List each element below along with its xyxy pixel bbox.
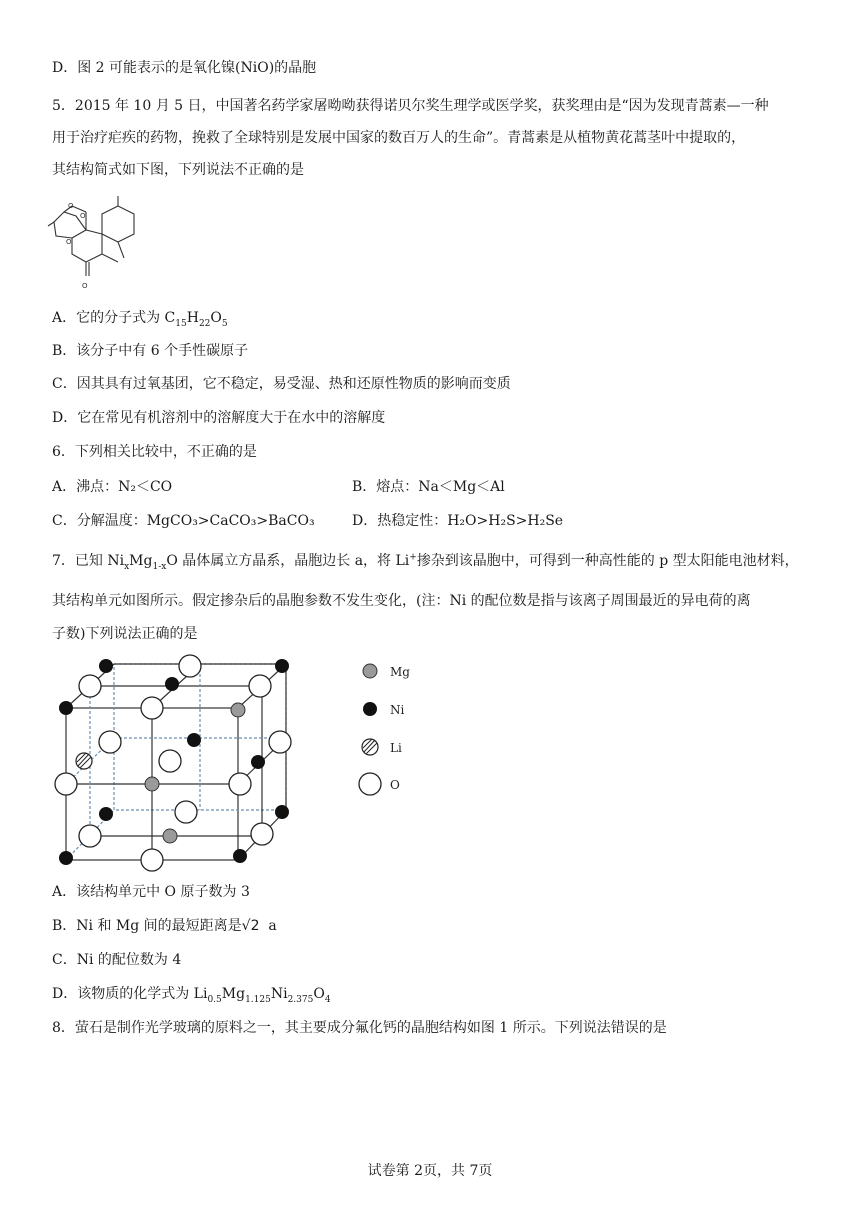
- carbonyl-oxygen-label: O: [82, 282, 88, 290]
- o-legend-icon: [359, 773, 381, 795]
- q6-option-c: C．分解温度：MgCO₃>CaCO₃>BaCO₃: [52, 513, 315, 529]
- q5-option-a: A．它的分子式为 $C_{15}H_{22}O_5$: [52, 310, 228, 329]
- q4-option-d: D．图 2 可能表示的是氧化镍(NiO)的晶胞: [52, 60, 317, 76]
- page-footer: 试卷第 2页，共 7页: [367, 1163, 493, 1179]
- q5-stem-line2: 用于治疗疟疾的药物，挽救了全球特别是发展中国家的数百万人的生命”。青蒿素是从植物黄花蒿茎叶中提取的，: [52, 130, 746, 146]
- q6-option-d: D．热稳定性：H₂O>H₂S>H₂Se: [352, 513, 564, 529]
- mg-legend-icon: [363, 664, 377, 678]
- q7-option-a: A．该结构单元中 O 原子数为 3: [52, 884, 250, 900]
- svg-text:O: O: [68, 202, 74, 210]
- q7-option-d: D．该物质的化学式为 $Li_{0.5}Mg_{1.125}Ni_{2.375}O_4$: [52, 986, 331, 1005]
- legend-ni: Ni: [390, 703, 405, 717]
- q5-stem-line3: 其结构简式如下图，下列说法不正确的是: [52, 162, 304, 178]
- q6-option-b: B．熔点：Na＜Mg＜Al: [352, 479, 505, 495]
- q7-option-c: C．Ni 的配位数为 4: [52, 952, 182, 968]
- q8-stem: 8．萤石是制作光学玻璃的原料之一，其主要成分氟化钙的晶胞结构如图 1 所示。下列说法错误的是: [52, 1020, 667, 1036]
- q7-option-b: B．Ni 和 Mg 间的最短距离是√2 a: [52, 918, 277, 934]
- li-legend-icon: [362, 739, 378, 755]
- q5-option-b: B．该分子中有 6 个手性碳原子: [52, 343, 249, 359]
- q7-stem-line2: 其结构单元如图所示。假定掺杂后的晶胞参数不发生变化，(注：Ni 的配位数是指与该离子周围最近的异电荷的离: [52, 593, 751, 609]
- svg-text:O: O: [66, 238, 72, 246]
- q6-option-a: A．沸点：N₂＜CO: [52, 479, 173, 495]
- crystal-legend: [356, 656, 426, 796]
- q7-stem-line1: 7．已知 $Ni_xMg_{1-x}O$ 晶体属立方晶系，晶胞边长 a，将 Li+掺杂到该晶胞中，可得到一种高性能的 p 型太阳能电池材料，: [52, 552, 799, 572]
- crystal-structure-unit: [50, 648, 300, 876]
- legend-mg: Mg: [390, 665, 410, 679]
- ni-legend-icon: [363, 702, 377, 716]
- artemisinin-structure: [46, 192, 150, 292]
- q5-option-c: C．因其具有过氧基团，它不稳定，易受湿、热和还原性物质的影响而变质: [52, 376, 511, 392]
- q6-stem: 6．下列相关比较中，不正确的是: [52, 444, 257, 460]
- svg-text:O: O: [80, 212, 86, 220]
- q5-stem-line1: 5．2015 年 10 月 5 日，中国著名药学家屠呦呦获得诺贝尔奖生理学或医学奖，获奖理由是“因为发现青蒿素—一种: [52, 98, 769, 114]
- legend-o: O: [390, 778, 400, 792]
- q5-option-d: D．它在常见有机溶剂中的溶解度大于在水中的溶解度: [52, 410, 386, 426]
- q7-stem-line3: 子数)下列说法正确的是: [52, 626, 198, 642]
- legend-li: Li: [390, 741, 402, 755]
